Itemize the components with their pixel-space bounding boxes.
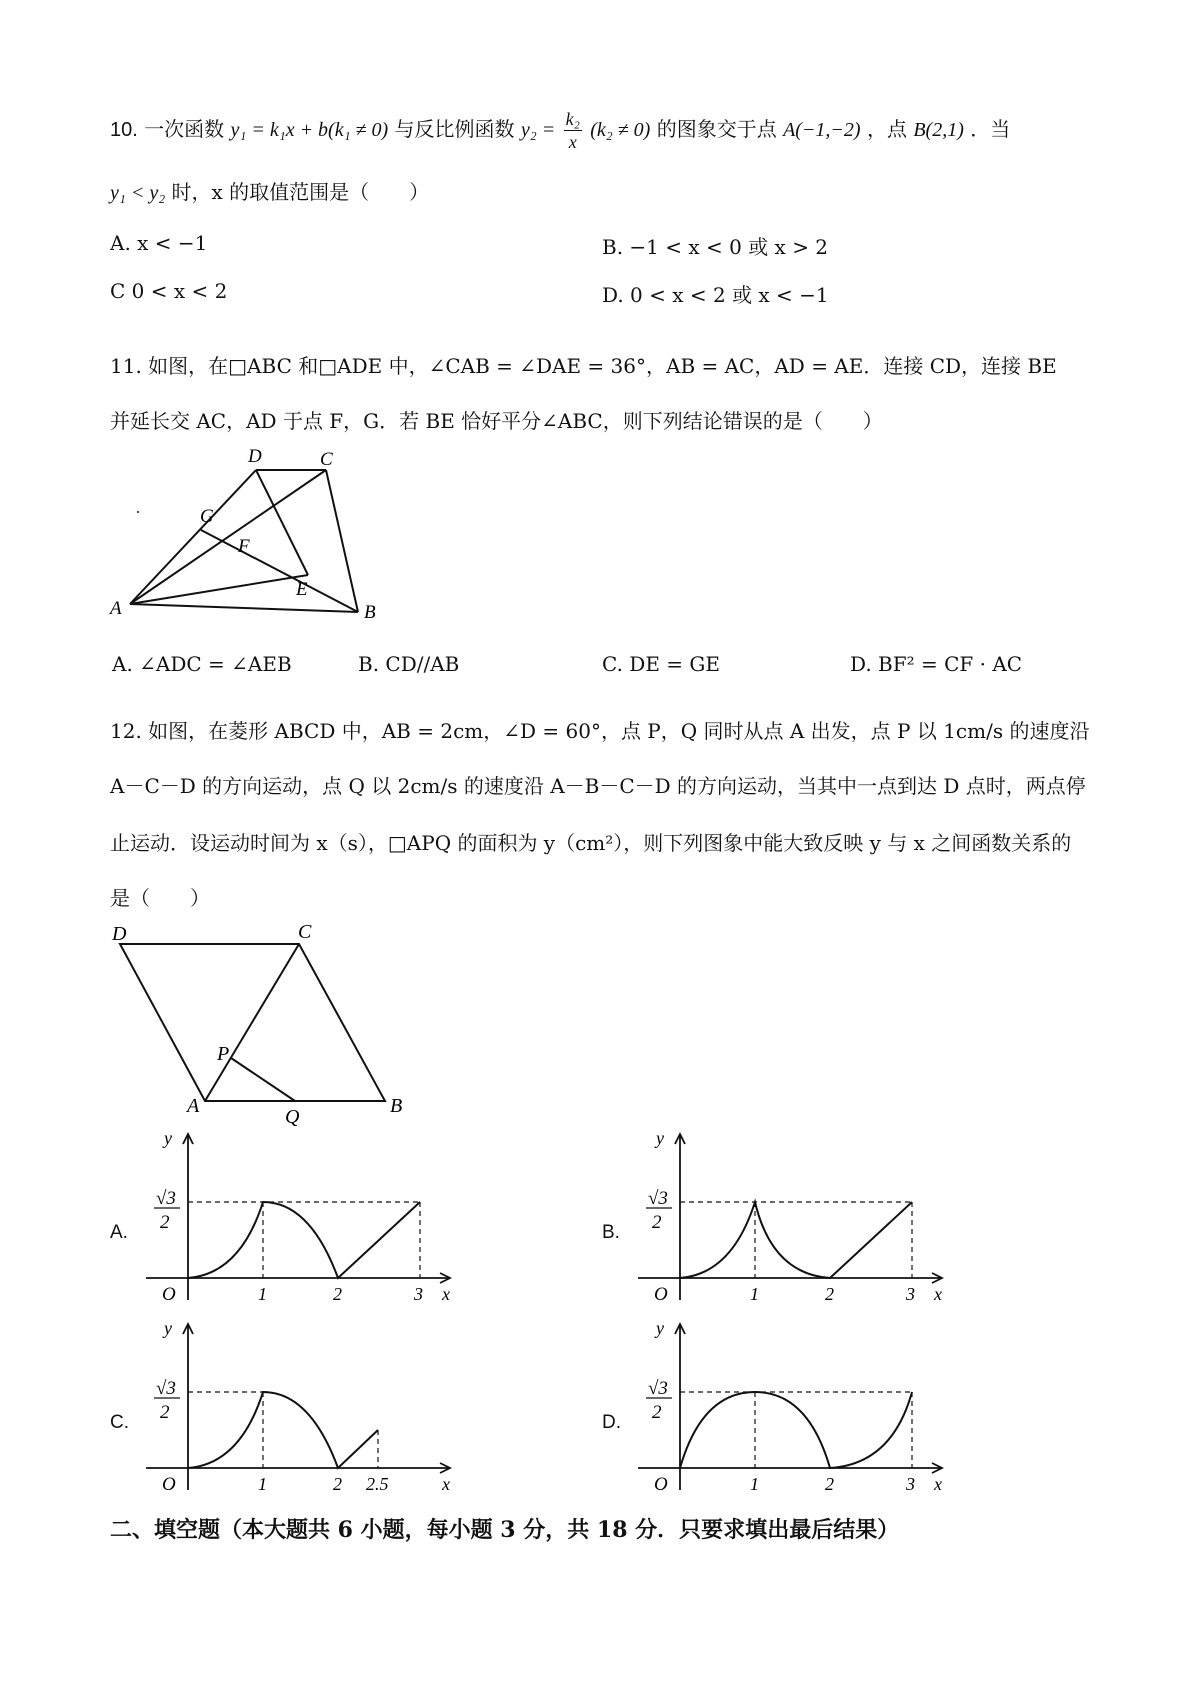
graph-a-tick-1: 1: [258, 1284, 267, 1304]
q10-option-d: D. 0 < x < 2 或 x < −1: [602, 283, 829, 307]
q12-line1: 12. 如图，在菱形 ABCD 中，AB = 2cm，∠D = 60°，点 P，Q 同时从点 A 出发，点 P 以 1cm/s 的速度沿: [110, 719, 1090, 743]
graph-c-tick-1: 1: [258, 1474, 267, 1494]
graph-b-ylabel-den: 2: [652, 1212, 662, 1233]
graph-b-tick-3: 3: [906, 1284, 915, 1304]
q12-rhombus-figure: [105, 920, 425, 1130]
q10-option-b: B. −1 < x < 0 或 x > 2: [602, 235, 829, 259]
graph-b-origin: O: [654, 1284, 668, 1305]
q11-line2: 并延长交 AC，AD 于点 F，G．若 BE 恰好平分∠ABC，则下列结论错误的是（ ）: [110, 409, 883, 433]
section-2-heading: 二、填空题（本大题共 6 小题，每小题 3 分，共 18 分．只要求填出最后结果）: [110, 1517, 900, 1543]
graph-d-tick-3: 3: [906, 1474, 915, 1494]
q11-label-a: A: [110, 598, 122, 619]
q12-label-b: B: [390, 1095, 403, 1117]
graph-b-xlabel: x: [934, 1284, 942, 1304]
graph-c-letter: C.: [110, 1412, 129, 1433]
q12-label-q: Q: [285, 1106, 300, 1128]
graph-a-tick-2: 2: [333, 1284, 342, 1304]
q12-label-p: P: [217, 1043, 230, 1065]
graph-b-tick-1: 1: [750, 1284, 759, 1304]
graph-b-ylabel-num: √3: [648, 1188, 668, 1209]
q11-option-d: D. BF² = CF · AC: [850, 652, 1023, 676]
q11-figure: [108, 440, 398, 620]
graph-d-letter: D.: [602, 1412, 621, 1433]
graph-b-letter: B.: [602, 1222, 620, 1243]
q11-line1: 11. 如图，在□ABC 和□ADE 中，∠CAB = ∠DAE = 36°，AB = AC，AD = AE．连接 CD，连接 BE: [110, 354, 1057, 378]
fraction-k2-over-x: $\frac{\text{k₂}}{x}$: [565, 109, 580, 152]
graph-c-tick-2: 2: [333, 1474, 342, 1494]
q11-label-e: E: [296, 579, 308, 600]
q11-option-b: B. CD//AB: [358, 652, 460, 676]
graph-d: [632, 1318, 952, 1498]
graph-c: [140, 1318, 460, 1498]
graph-c-ylabel-num: √3: [156, 1378, 176, 1399]
graph-c-xlabel: x: [442, 1474, 450, 1494]
graph-c-tick-3: 2.5: [366, 1474, 389, 1494]
q11-label-b: B: [364, 602, 376, 620]
graph-a-letter: A.: [110, 1222, 128, 1243]
graph-a-origin: O: [162, 1284, 176, 1305]
q12-line2: A－C－D 的方向运动，点 Q 以 2cm/s 的速度沿 A－B－C－D 的方向运动，当其中一点到达 D 点时，两点停: [110, 774, 1086, 798]
q11-label-g: G: [200, 506, 214, 527]
graph-c-ylabel-den: 2: [160, 1402, 170, 1423]
graph-d-tick-1: 1: [750, 1474, 759, 1494]
graph-b-tick-2: 2: [825, 1284, 834, 1304]
graph-a: [140, 1128, 460, 1308]
graph-a-ylabel-den: 2: [160, 1212, 170, 1233]
graph-a-tick-3: 3: [414, 1284, 423, 1304]
graph-d-ylabel-den: 2: [652, 1402, 662, 1423]
q10-option-c: C 0 < x < 2: [110, 279, 228, 303]
q11-label-f: F: [238, 536, 250, 557]
graph-a-xlabel: x: [442, 1284, 450, 1304]
graph-c-origin: O: [162, 1474, 176, 1495]
graph-b: [632, 1128, 952, 1308]
q10-option-a: A. x < −1: [110, 231, 208, 255]
q12-line3: 止运动．设运动时间为 x（s），□APQ 的面积为 y（cm²），则下列图象中能大致反映 y 与 x 之间函数关系的: [110, 831, 1072, 855]
graph-d-ylabel-num: √3: [648, 1378, 668, 1399]
q11-label-c: C: [320, 449, 333, 470]
graph-a-ylabel-num: √3: [156, 1188, 176, 1209]
graph-a-ylabel: y: [164, 1128, 172, 1148]
graph-c-ylabel: y: [164, 1318, 172, 1338]
q11-option-c: C. DE = GE: [602, 652, 720, 676]
graph-d-xlabel: x: [934, 1474, 942, 1494]
q12-label-a: A: [187, 1095, 200, 1117]
q12-label-d: D: [112, 923, 127, 945]
graph-d-ylabel: y: [656, 1318, 664, 1338]
q10-line1: 10. 一次函数 y₁ = k₁x + b(k₁ ≠ 0) 与反比例函数 y₂ = $\frac{\text{k₂}}{x}$ (k₂ ≠ 0) 的图象交于点 A(−1,−2) ，点 B(2,1) ．当: [110, 109, 1011, 152]
q10-line2: y₁ < y₂ 时，x 的取值范围是（ ）: [110, 180, 430, 204]
graph-d-origin: O: [654, 1474, 668, 1495]
graph-d-tick-2: 2: [825, 1474, 834, 1494]
q12-label-c: C: [298, 921, 312, 943]
q12-line4: 是（ ）: [110, 886, 210, 910]
q11-label-d: D: [248, 446, 262, 467]
graph-b-ylabel: y: [656, 1128, 664, 1148]
q11-option-a: A. ∠ADC = ∠AEB: [112, 652, 292, 676]
